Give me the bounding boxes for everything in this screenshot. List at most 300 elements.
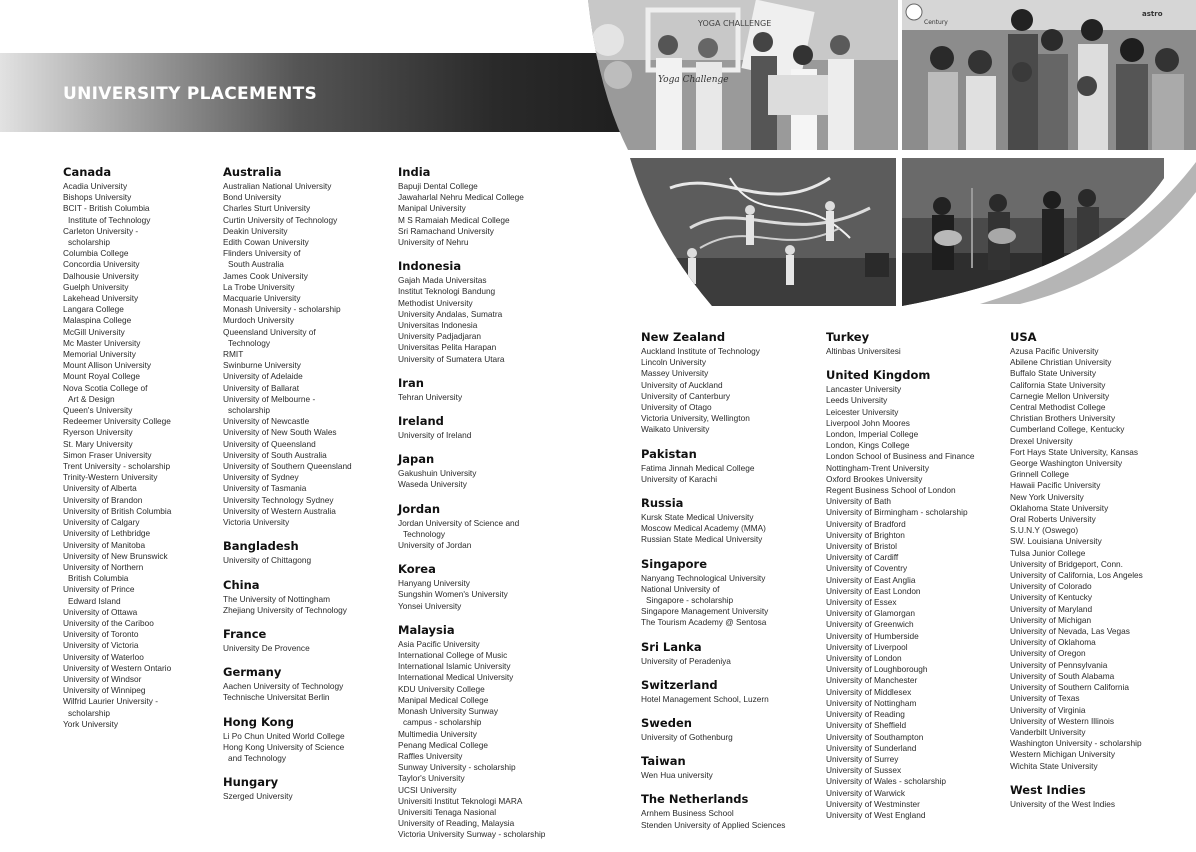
institution-item: Nottingham-Trent University — [826, 462, 929, 473]
institution-item: University of Canterbury — [641, 390, 730, 401]
institution-item: London School of Business and Finance — [826, 451, 975, 462]
institution-item: University of Texas — [1010, 693, 1080, 704]
country-group-iran — [398, 376, 545, 403]
institution-item: Macquarie University — [223, 293, 301, 304]
institution-item: Waikato University — [641, 424, 710, 435]
institution-name: Hong Kong University of Science — [223, 741, 345, 752]
institution-item: Monash University - scholarship — [223, 304, 341, 315]
column-6 — [1010, 330, 1143, 821]
institution-item: Universitas Pelita Harapan — [398, 342, 497, 353]
institution-item: University of Nehru — [398, 237, 469, 248]
institution-item: University of Windsor — [63, 673, 142, 684]
institution-item: International Islamic University — [398, 661, 511, 672]
institution-item: Oral Roberts University — [1010, 514, 1096, 525]
institution-item: University of Waterloo — [63, 651, 144, 662]
institution-item: Oxford Brookes University — [826, 473, 923, 484]
institution-item: Fatima Jinnah Medical College — [641, 462, 755, 473]
ribbon-dance-photo — [630, 158, 896, 306]
institution-item: Bapuji Dental College — [398, 181, 478, 191]
institution-item: University of Southern Queensland — [223, 461, 352, 472]
institution-name: Carleton University - — [63, 225, 139, 236]
country-group-malaysia — [398, 623, 545, 841]
institution-item: University of South Alabama — [1010, 670, 1115, 681]
institution-item: James Cook University — [223, 270, 308, 281]
institution-name: Queensland University of — [223, 326, 316, 337]
institution-item: University of Birmingham - scholarship — [826, 507, 968, 518]
institution-item: Lancaster University — [826, 384, 902, 395]
institution-item: SW. Louisiana University — [1010, 536, 1102, 547]
institution-item: New York University — [1010, 491, 1084, 502]
country-group-turkey — [826, 330, 975, 357]
country-group-china — [223, 578, 352, 616]
country-group-japan — [398, 452, 545, 490]
institution-item: Li Po Chun United World College — [223, 730, 345, 741]
institution-item: University of Southampton — [826, 731, 924, 742]
country-group-switzerland — [641, 678, 785, 705]
column-5 — [826, 330, 975, 832]
institution-item: Trent University - scholarship — [63, 461, 171, 472]
institution-item: Australian National University — [223, 181, 332, 191]
institution-item: Abilene Christian University — [1010, 357, 1112, 368]
institution-item: University of Victoria — [63, 640, 139, 651]
institution-item: Queen's University — [63, 405, 133, 416]
institution-item: University of Sunderland — [826, 742, 917, 753]
institution-item: Hanyang University — [398, 578, 470, 589]
institution-item: Ryerson University — [63, 427, 133, 438]
country-group-singapore — [641, 557, 785, 629]
institution-item — [398, 706, 545, 728]
institution-item: University of Sussex — [826, 765, 902, 776]
institution-item: University of Liverpool — [826, 641, 908, 652]
institution-item: University of Karachi — [641, 473, 718, 484]
institution-item — [63, 383, 171, 405]
institution-name: National University of — [641, 583, 720, 594]
institution-item: Yonsei University — [398, 600, 462, 611]
institution-item: Universitas Indonesia — [398, 320, 478, 331]
country-group-sweden — [641, 716, 785, 743]
institution-item: Auckland Institute of Technology — [641, 346, 760, 356]
institution-item: S.U.N.Y (Oswego) — [1010, 525, 1079, 536]
institution-item: Universiti Institut Teknologi MARA — [398, 795, 523, 806]
institution-item: University of Westminster — [826, 798, 920, 809]
institution-item: Guelph University — [63, 281, 129, 292]
institution-item: Deakin University — [223, 225, 288, 236]
institution-item: Sunway University - scholarship — [398, 762, 516, 773]
country-group-hungary — [223, 775, 352, 802]
institution-item: University of British Columbia — [63, 505, 172, 516]
country-group-france — [223, 627, 352, 654]
institution-item: University of Warwick — [826, 787, 905, 798]
country-group-russia — [641, 496, 785, 546]
institution-item: Redeemer University College — [63, 416, 171, 427]
institution-item: University of Southern California — [1010, 682, 1129, 693]
country-group-india — [398, 165, 545, 248]
institution-item: Lakehead University — [63, 293, 139, 304]
institution-item: University of Otago — [641, 402, 712, 413]
institution-item: Washington University - scholarship — [1010, 738, 1142, 749]
institution-item: University of Bridgeport, Conn. — [1010, 558, 1123, 569]
institution-name: University of Prince — [63, 584, 135, 595]
institution-item: Malaspina College — [63, 315, 132, 326]
country-group-sri-lanka — [641, 640, 785, 667]
institution-name: Nova Scotia College of — [63, 382, 148, 393]
institution-item: University of Bath — [826, 496, 892, 507]
institution-item: University of New Brunswick — [63, 550, 168, 561]
institution-item: Multimedia University — [398, 728, 477, 739]
institution-item: George Washington University — [1010, 458, 1123, 469]
institution-item: University of Coventry — [826, 563, 908, 574]
institution-item: Universiti Tenaga Nasional — [398, 806, 497, 817]
institution-item: University of East London — [826, 585, 921, 596]
institution-item: Curtin University of Technology — [223, 214, 338, 225]
bowling-sign-century: Century — [924, 19, 948, 26]
country-heading: Taiwan — [641, 754, 686, 769]
institution-item: Zhejiang University of Technology — [223, 604, 347, 615]
institution-name-continued: Technology — [403, 528, 445, 539]
institution-item: University of Virginia — [1010, 704, 1086, 715]
institution-item: University of Calgary — [63, 517, 140, 528]
institution-item — [223, 327, 352, 349]
institution-item: Kursk State Medical University — [641, 512, 754, 523]
institution-item: University of Reading, Malaysia — [398, 818, 515, 829]
institution-item: Victoria University Sunway - scholarship — [398, 829, 546, 840]
institution-name: Monash University Sunway — [398, 706, 499, 717]
institution-item — [223, 394, 352, 416]
institution-item: International College of Music — [398, 650, 508, 661]
country-heading: Japan — [398, 452, 435, 467]
country-group-korea — [398, 562, 545, 612]
institution-item: University of Wales - scholarship — [826, 776, 947, 787]
institution-item: The Tourism Academy @ Sentosa — [641, 617, 767, 628]
institution-item: University of Nevada, Las Vegas — [1010, 626, 1130, 637]
institution-item: Gajah Mada Universitas — [398, 275, 487, 286]
country-group-bangladesh — [223, 539, 352, 566]
institution-item: St. Mary University — [63, 438, 133, 449]
institution-name-continued: South Australia — [228, 259, 284, 270]
country-heading: Sweden — [641, 716, 692, 731]
country-group-germany — [223, 665, 352, 703]
country-heading: Canada — [63, 165, 112, 179]
country-heading: Pakistan — [641, 446, 697, 461]
institution-item: University of Western Australia — [223, 505, 336, 516]
institution-item: Wen Hua university — [641, 770, 713, 781]
institution-item — [63, 226, 171, 248]
institution-item: University of Humberside — [826, 630, 919, 641]
country-heading: Hungary — [223, 775, 279, 790]
institution-item: Hotel Management School, Luzern — [641, 693, 769, 704]
institution-item: Swinburne University — [223, 360, 301, 371]
institution-item: Bond University — [223, 192, 282, 203]
institution-item: Altinbas Universitesi — [826, 346, 901, 356]
institution-item: University of Manitoba — [63, 539, 146, 550]
yoga-challenge-photo — [588, 0, 898, 150]
institution-item — [398, 518, 545, 540]
country-heading: Ireland — [398, 414, 444, 429]
institution-name-continued: Singapore - scholarship — [646, 595, 734, 606]
institution-item: Carnegie Mellon University — [1010, 390, 1110, 401]
institution-item: Grinnell College — [1010, 469, 1070, 480]
country-group-west-indies — [1010, 783, 1143, 810]
institution-item: London, Imperial College — [826, 429, 919, 440]
institution-item: University of Sumatera Utara — [398, 353, 505, 364]
institution-item: University of Loughborough — [826, 664, 928, 675]
institution-item: University of Pennsylvania — [1010, 659, 1108, 670]
institution-item: University Technology Sydney — [223, 494, 334, 505]
institution-item: Bishops University — [63, 192, 132, 203]
institution-item: Central Methodist College — [1010, 402, 1106, 413]
institution-item: University of Greenwich — [826, 619, 914, 630]
country-heading: Australia — [223, 165, 282, 179]
institution-item: Russian State Medical University — [641, 534, 763, 545]
institution-item: Dalhousie University — [63, 270, 139, 281]
institution-item: The University of Nottingham — [223, 593, 330, 604]
page-title: UNIVERSITY PLACEMENTS — [63, 84, 318, 104]
institution-item: Drexel University — [1010, 435, 1073, 446]
institution-item: University of Sydney — [223, 472, 299, 483]
institution-item: University of Alberta — [63, 483, 137, 494]
institution-item: Nanyang Technological University — [641, 572, 766, 583]
institution-item: University of Essex — [826, 597, 897, 608]
institution-item: Edith Cowan University — [223, 237, 309, 248]
institution-item: University of Manchester — [826, 675, 918, 686]
country-heading: Germany — [223, 665, 282, 680]
institution-item: Azusa Pacific University — [1010, 346, 1099, 356]
institution-name-continued: Technology — [228, 337, 270, 348]
institution-item: Buffalo State University — [1010, 368, 1097, 379]
institution-item: University of Toronto — [63, 629, 139, 640]
institution-item: Tehran University — [398, 391, 463, 402]
institution-item: University of Colorado — [1010, 581, 1092, 592]
institution-item: London, Kings College — [826, 440, 910, 451]
institution-name-continued: British Columbia — [68, 573, 129, 584]
country-heading: Malaysia — [398, 622, 455, 637]
institution-item: Hawaii Pacific University — [1010, 480, 1101, 491]
institution-item: Acadia University — [63, 181, 128, 191]
institution-item: University of Peradeniya — [641, 655, 731, 666]
institution-item: Simon Fraser University — [63, 449, 152, 460]
institution-item: University of Ireland — [398, 430, 472, 441]
institution-item — [63, 696, 171, 718]
institution-item: Gakushuin University — [398, 468, 477, 479]
institution-item: McGill University — [63, 326, 125, 337]
country-group-ireland — [398, 414, 545, 441]
institution-item — [63, 562, 171, 584]
institution-item: Asia Pacific University — [398, 638, 480, 649]
institution-item: University Andalas, Sumatra — [398, 308, 503, 319]
institution-item: University De Provence — [223, 642, 310, 653]
institution-item: Concordia University — [63, 259, 140, 270]
institution-item: Leicester University — [826, 406, 899, 417]
institution-item: University of Lethbridge — [63, 528, 151, 539]
institution-name: BCIT - British Columbia — [63, 203, 150, 214]
institution-item — [63, 203, 171, 225]
institution-item: UCSI University — [398, 784, 457, 795]
bowling-group-photo — [902, 0, 1196, 150]
institution-item: Szerged University — [223, 791, 293, 802]
institution-item: International Medical University — [398, 672, 514, 683]
institution-item: University of Reading — [826, 709, 905, 720]
institution-item: M S Ramaiah Medical College — [398, 214, 510, 225]
institution-item: University of Middlesex — [826, 686, 912, 697]
institution-item: University of the Cariboo — [63, 617, 154, 628]
country-heading: Singapore — [641, 556, 708, 571]
country-group-pakistan — [641, 447, 785, 485]
institution-name-continued: Edward Island — [68, 595, 121, 606]
institution-item: University of Ottawa — [63, 606, 138, 617]
institution-name: Jordan University of Science and — [398, 517, 520, 528]
institution-item: University of Winnipeg — [63, 685, 146, 696]
institution-item: Trinity-Western University — [63, 472, 158, 483]
institution-item: York University — [63, 718, 119, 729]
institution-item: Wichita State University — [1010, 760, 1098, 771]
institution-item: Massey University — [641, 368, 709, 379]
institution-name-continued: Institute of Technology — [68, 214, 151, 225]
institution-item: University of Sheffield — [826, 720, 907, 731]
country-heading: West Indies — [1010, 782, 1086, 797]
country-heading: United Kingdom — [826, 368, 931, 383]
institution-item: University of Adelaide — [223, 371, 303, 382]
institution-item: University of California, Los Angeles — [1010, 570, 1143, 581]
country-heading: Hong Kong — [223, 714, 294, 729]
institution-item: KDU University College — [398, 683, 485, 694]
institution-item: Mount Royal College — [63, 371, 141, 382]
institution-item: Cumberland College, Kentucky — [1010, 424, 1125, 435]
institution-item: Vanderbilt University — [1010, 726, 1086, 737]
institution-item: Manipal Medical College — [398, 694, 489, 705]
country-group-hong-kong — [223, 715, 352, 765]
institution-item: University of London — [826, 653, 902, 664]
column-4 — [641, 330, 785, 842]
country-group-canada — [63, 165, 171, 730]
institution-item: Aachen University of Technology — [223, 681, 344, 692]
country-heading: France — [223, 626, 267, 641]
institution-item: University of Kentucky — [1010, 592, 1093, 603]
institution-item: Tulsa Junior College — [1010, 547, 1086, 558]
institution-item: Lincoln University — [641, 357, 707, 368]
institution-item: Western Michigan University — [1010, 749, 1115, 760]
institution-item: Columbia College — [63, 248, 129, 259]
institution-item: Mount Allison University — [63, 360, 152, 371]
country-group-usa — [1010, 330, 1143, 772]
country-heading: Jordan — [398, 501, 441, 516]
institution-name: University of Melbourne - — [223, 393, 316, 404]
country-heading: India — [398, 165, 431, 179]
institution-item: Sri Ramachand University — [398, 225, 494, 236]
institution-item: University of Ballarat — [223, 382, 300, 393]
country-group-the-netherlands — [641, 792, 785, 830]
institution-item: University of Michigan — [1010, 614, 1092, 625]
institution-item — [63, 584, 171, 606]
institution-name-continued: campus - scholarship — [403, 717, 482, 728]
country-heading: USA — [1010, 330, 1037, 344]
country-heading: China — [223, 577, 260, 592]
institution-item: University of Western Ontario — [63, 662, 172, 673]
institution-item: University of Cardiff — [826, 552, 899, 563]
institution-item — [641, 584, 785, 606]
institution-item: University of Oregon — [1010, 648, 1086, 659]
institution-item: Arnhem Business School — [641, 808, 734, 819]
institution-item: Fort Hays State University, Kansas — [1010, 446, 1139, 457]
institution-item: University of Auckland — [641, 379, 723, 390]
institution-item: Penang Medical College — [398, 739, 488, 750]
institution-item: University of Brandon — [63, 494, 143, 505]
institution-item: University of New South Wales — [223, 427, 337, 438]
institution-item: University of Jordan — [398, 540, 472, 551]
country-heading: New Zealand — [641, 330, 726, 344]
institution-name-continued: and Technology — [228, 752, 286, 763]
institution-item: University of Chittagong — [223, 555, 312, 566]
country-group-new-zealand — [641, 330, 785, 436]
institution-item: University of East Anglia — [826, 574, 916, 585]
institution-item: Taylor's University — [398, 773, 465, 784]
institution-item: University of Brighton — [826, 529, 905, 540]
institution-name-continued: Art & Design — [68, 393, 115, 404]
institution-item: Regent Business School of London — [826, 485, 956, 496]
institution-item: Waseda University — [398, 479, 467, 490]
institution-item: Methodist University — [398, 297, 473, 308]
institution-name: Flinders University of — [223, 248, 301, 259]
institution-item: Memorial University — [63, 349, 136, 360]
institution-item: University of Bradford — [826, 518, 906, 529]
institution-name-continued: scholarship — [68, 237, 110, 248]
institution-item: Institut Teknologi Bandung — [398, 286, 496, 297]
institution-item: Sungshin Women's University — [398, 589, 508, 600]
country-heading: The Netherlands — [641, 792, 749, 807]
institution-item: University Padjadjaran — [398, 331, 482, 342]
yoga-sign-text: Yoga Challenge — [658, 75, 729, 85]
institution-item: University of the West Indies — [1010, 798, 1115, 809]
institution-name-continued: scholarship — [228, 405, 270, 416]
bowling-sign-astro: astro — [1142, 10, 1163, 18]
institution-item: University of Queensland — [223, 438, 316, 449]
country-heading: Sri Lanka — [641, 639, 702, 654]
institution-item: Technische Universitat Berlin — [223, 692, 330, 703]
institution-item: Jawaharlal Nehru Medical College — [398, 192, 524, 203]
institution-item: Oklahoma State University — [1010, 502, 1109, 513]
country-heading: Bangladesh — [223, 539, 299, 554]
institution-item: University of Bristol — [826, 541, 898, 552]
country-group-taiwan — [641, 754, 785, 781]
institution-item: University of West England — [826, 809, 926, 820]
institution-item: University of Nottingham — [826, 697, 917, 708]
institution-item: Christian Brothers University — [1010, 413, 1116, 424]
country-heading: Indonesia — [398, 259, 462, 274]
column-3 — [398, 165, 545, 852]
institution-item: La Trobe University — [223, 281, 295, 292]
country-heading: Korea — [398, 562, 436, 577]
institution-item: University of Western Illinois — [1010, 715, 1115, 726]
column-2 — [223, 165, 352, 813]
institution-item: University of Glamorgan — [826, 608, 915, 619]
institution-item: Murdoch University — [223, 315, 295, 326]
country-group-united-kingdom — [826, 368, 975, 821]
country-heading: Turkey — [826, 330, 870, 344]
country-group-jordan — [398, 502, 545, 552]
institution-item: University of Newcastle — [223, 416, 310, 427]
institution-item: University of Oklahoma — [1010, 637, 1096, 648]
decorative-swoosh — [900, 152, 1196, 312]
institution-item: Moscow Medical Academy (MMA) — [641, 523, 766, 534]
country-group-indonesia — [398, 259, 545, 365]
institution-name-continued: scholarship — [68, 707, 110, 718]
country-heading: Switzerland — [641, 677, 718, 692]
institution-item: Manipal University — [398, 203, 466, 214]
institution-item: Victoria University, Wellington — [641, 413, 750, 424]
institution-item: Singapore Management University — [641, 606, 769, 617]
institution-item: California State University — [1010, 379, 1106, 390]
institution-item: University of Maryland — [1010, 603, 1093, 614]
country-heading: Russia — [641, 496, 684, 511]
